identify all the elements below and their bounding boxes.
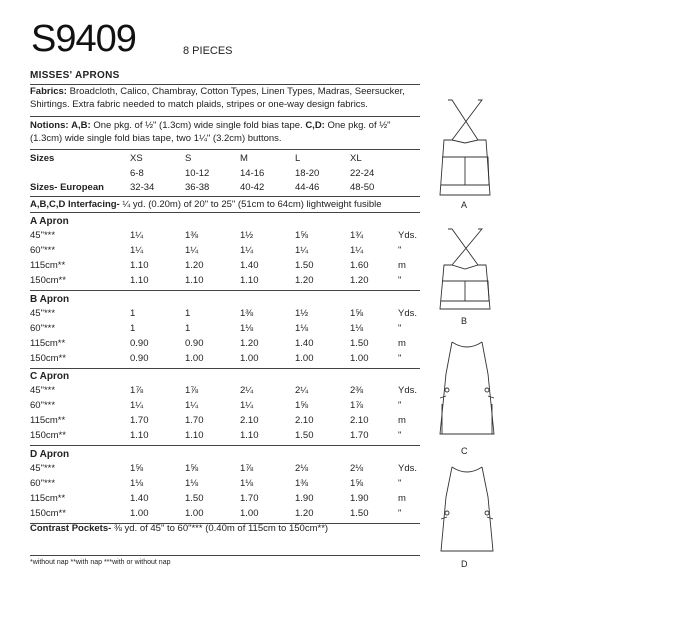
contrast-text: ⅜ yd. of 45" to 60"*** (0.40m of 115cm to 150cm**)	[113, 523, 329, 534]
yardage-value: 1⅝	[350, 308, 364, 319]
notions-label: Notions:	[30, 120, 69, 131]
yardage-value: 0.90	[130, 338, 149, 349]
fabric-width: 115cm**	[30, 338, 66, 349]
yardage-value: 1.10	[130, 430, 149, 441]
size-range: 14-16	[240, 168, 265, 179]
yardage-value: 1.20	[240, 338, 259, 349]
notions-ab-label: A,B:	[71, 120, 91, 131]
yardage-row	[30, 244, 420, 257]
fabric-width: 60"***	[30, 323, 56, 334]
yardage-value: 1¼	[350, 245, 364, 256]
section-title: A Apron	[30, 216, 69, 227]
yardage-value: 1⅝	[295, 400, 309, 411]
yardage-value: 1⅜	[295, 478, 309, 489]
size-code: XS	[130, 153, 143, 164]
yardage-value: 1⅛	[240, 323, 254, 334]
fabric-width: 115cm**	[30, 493, 66, 504]
unit-label: Yds.	[398, 308, 418, 319]
apron-a-illustration	[430, 95, 500, 200]
yardage-row	[30, 384, 420, 397]
yardage-value: 0.90	[130, 353, 149, 364]
size-code: L	[295, 153, 301, 164]
divider	[30, 116, 420, 117]
sizes-label: Sizes	[30, 153, 55, 164]
yardage-value: 1¾	[350, 230, 364, 241]
yardage-value: 1.20	[185, 260, 204, 271]
divider	[30, 84, 420, 85]
yardage-row	[30, 307, 420, 320]
unit-label: Yds.	[398, 463, 418, 474]
yardage-row	[30, 322, 420, 335]
yardage-row	[30, 429, 420, 442]
yardage-value: 1⅛	[295, 323, 309, 334]
size-euro: 36-38	[185, 182, 210, 193]
unit-label: m	[398, 338, 406, 349]
footnote: *without nap **with nap ***with or without nap	[30, 559, 171, 566]
yardage-value: 2¼	[240, 385, 254, 396]
yardage-value: 1.50	[350, 508, 369, 519]
yardage-value: 1.10	[240, 275, 259, 286]
divider	[30, 212, 420, 213]
divider	[30, 368, 420, 369]
yardage-value: 1⅞	[240, 463, 254, 474]
yardage-value: 1.90	[295, 493, 314, 504]
unit-label: Yds.	[398, 230, 418, 241]
yardage-value: 1.90	[350, 493, 369, 504]
unit-label: "	[398, 430, 402, 441]
unit-label: m	[398, 260, 406, 271]
yardage-value: 1.70	[240, 493, 259, 504]
yardage-value: 1⅝	[185, 463, 199, 474]
yardage-value: 2.10	[295, 415, 314, 426]
yardage-row	[30, 229, 420, 242]
yardage-row	[30, 274, 420, 287]
contrast-label: Contrast Pockets-	[30, 523, 112, 534]
fabric-width: 150cm**	[30, 430, 66, 441]
unit-label: "	[398, 275, 402, 286]
fabric-width: 150cm**	[30, 353, 66, 364]
fabric-width: 45"***	[30, 385, 56, 396]
yardage-value: 1.20	[295, 508, 314, 519]
yardage-value: 1	[185, 323, 191, 334]
contrast-pockets	[30, 523, 420, 536]
unit-label: "	[398, 478, 402, 489]
figure-label-a: A	[461, 200, 468, 210]
yardage-value: 2¼	[295, 385, 309, 396]
yardage-value: 1⅝	[295, 230, 309, 241]
yardage-value: 1	[130, 323, 136, 334]
yardage-value: 1⅜	[240, 308, 254, 319]
yardage-value: 1.00	[240, 508, 259, 519]
yardage-row	[30, 352, 420, 365]
yardage-value: 1.50	[185, 493, 204, 504]
size-code: S	[185, 153, 192, 164]
yardage-value: 1⅜	[185, 230, 199, 241]
sizes-european-label: Sizes- European	[30, 182, 104, 193]
size-range: 22-24	[350, 168, 375, 179]
notions-cd-label: C,D:	[305, 120, 325, 131]
fabric-width: 115cm**	[30, 415, 66, 426]
yardage-value: 1⅛	[130, 478, 144, 489]
size-code: XL	[350, 153, 362, 164]
size-range: 10-12	[185, 168, 210, 179]
yardage-value: 1⅛	[350, 323, 364, 334]
fabric-width: 150cm**	[30, 275, 66, 286]
unit-label: Yds.	[398, 385, 418, 396]
yardage-value: 2⅛	[350, 463, 364, 474]
notions-info	[30, 120, 420, 145]
yardage-value: 1.00	[295, 353, 314, 364]
yardage-value: 1.50	[350, 338, 369, 349]
yardage-row	[30, 507, 420, 520]
figure-label-b: B	[461, 316, 468, 326]
yardage-value: 1¼	[130, 245, 144, 256]
fabric-width: 45"***	[30, 230, 56, 241]
yardage-value: 1	[185, 308, 191, 319]
interfacing-label: A,B,C,D Interfacing-	[30, 199, 120, 210]
yardage-value: 1⅞	[350, 400, 364, 411]
divider	[30, 555, 420, 556]
unit-label: "	[398, 400, 402, 411]
pattern-subtitle: MISSES' APRONS	[30, 70, 120, 81]
yardage-value: 1¼	[185, 400, 199, 411]
yardage-row	[30, 414, 420, 427]
yardage-value: 2.10	[350, 415, 369, 426]
yardage-value: 1	[130, 308, 136, 319]
size-euro: 48-50	[350, 182, 375, 193]
yardage-value: 1¼	[130, 230, 144, 241]
pieces-count: 8 PIECES	[183, 45, 233, 57]
fabrics-text: Broadcloth, Calico, Chambray, Cotton Types, Linen Types, Madras, Seersucker,	[69, 86, 405, 97]
interfacing-text: ¼ yd. (0.20m) of 20" to 25" (51cm to 64cm) lightweight fusible	[122, 199, 382, 210]
yardage-value: 1¼	[240, 245, 254, 256]
yardage-value: 1.20	[295, 275, 314, 286]
yardage-value: 1⅛	[240, 478, 254, 489]
yardage-value: 1¼	[295, 245, 309, 256]
yardage-value: 1.10	[185, 275, 204, 286]
yardage-value: 1⅞	[130, 385, 144, 396]
yardage-value: 2⅛	[295, 463, 309, 474]
yardage-value: 1.10	[130, 260, 149, 271]
unit-label: m	[398, 415, 406, 426]
yardage-value: 1.10	[240, 430, 259, 441]
yardage-value: 1.40	[130, 493, 149, 504]
yardage-value: 1.40	[240, 260, 259, 271]
yardage-value: 2⅜	[350, 385, 364, 396]
yardage-value: 2.10	[240, 415, 259, 426]
yardage-value: 1.00	[130, 508, 149, 519]
yardage-value: 1¼	[130, 400, 144, 411]
yardage-value: 1¼	[240, 400, 254, 411]
fabric-width: 60"***	[30, 478, 56, 489]
fabrics-info	[30, 86, 420, 111]
fabrics-label: Fabrics:	[30, 86, 67, 97]
figure-label-c: C	[461, 446, 468, 456]
yardage-value: 0.90	[185, 338, 204, 349]
fabric-width: 115cm**	[30, 260, 66, 271]
yardage-value: 1.20	[350, 275, 369, 286]
size-euro: 40-42	[240, 182, 265, 193]
yardage-value: 1.10	[130, 275, 149, 286]
yardage-value: 1⅝	[130, 463, 144, 474]
yardage-value: 1½	[240, 230, 254, 241]
yardage-value: 1.60	[350, 260, 369, 271]
interfacing-info	[30, 199, 420, 212]
notions-text-2: (1.3cm) wide single fold bias tape, two 1¼" (3.2cm) buttons.	[30, 132, 282, 144]
size-range: 18-20	[295, 168, 320, 179]
fabric-width: 60"***	[30, 245, 56, 256]
sizes-row	[30, 152, 420, 165]
unit-label: "	[398, 323, 402, 334]
sizes-range-row	[30, 167, 420, 180]
apron-d-illustration	[432, 463, 502, 558]
yardage-value: 1.10	[185, 430, 204, 441]
fabric-width: 45"***	[30, 308, 56, 319]
yardage-row	[30, 492, 420, 505]
divider	[30, 290, 420, 291]
sizes-european-row	[30, 181, 420, 194]
yardage-row	[30, 477, 420, 490]
yardage-value: 1.00	[240, 353, 259, 364]
fabrics-text-2: Shirtings. Extra fabric needed to match plaids, stripes or one-way design fabrics.	[30, 98, 368, 110]
unit-label: m	[398, 493, 406, 504]
size-euro: 32-34	[130, 182, 155, 193]
yardage-value: 1.50	[295, 430, 314, 441]
section-title: C Apron	[30, 371, 70, 382]
yardage-value: 1⅞	[185, 385, 199, 396]
yardage-row	[30, 259, 420, 272]
yardage-value: 1¼	[185, 245, 199, 256]
size-range: 6-8	[130, 168, 144, 179]
yardage-row	[30, 337, 420, 350]
notions-cd-text: One pkg. of ½"	[327, 120, 391, 131]
figure-label-d: D	[461, 559, 468, 569]
divider	[30, 445, 420, 446]
fabric-width: 45"***	[30, 463, 56, 474]
yardage-value: 1.70	[185, 415, 204, 426]
section-title: B Apron	[30, 294, 70, 305]
yardage-value: 1.70	[130, 415, 149, 426]
unit-label: "	[398, 245, 402, 256]
yardage-value: 1⅝	[350, 478, 364, 489]
yardage-value: 1.50	[295, 260, 314, 271]
divider	[30, 196, 420, 197]
fabric-width: 150cm**	[30, 508, 66, 519]
pattern-number: S9409	[31, 18, 136, 60]
fabric-width: 60"***	[30, 400, 56, 411]
divider	[30, 149, 420, 150]
yardage-row	[30, 462, 420, 475]
size-euro: 44-46	[295, 182, 320, 193]
yardage-value: 1.70	[350, 430, 369, 441]
apron-b-illustration	[430, 225, 500, 315]
yardage-value: 1⅛	[185, 478, 199, 489]
yardage-value: 1.00	[185, 353, 204, 364]
section-title: D Apron	[30, 449, 70, 460]
yardage-value: 1.00	[185, 508, 204, 519]
yardage-row	[30, 399, 420, 412]
apron-c-illustration	[432, 338, 502, 443]
unit-label: "	[398, 353, 402, 364]
yardage-value: 1½	[295, 308, 309, 319]
yardage-value: 1.40	[295, 338, 314, 349]
yardage-value: 1.00	[350, 353, 369, 364]
notions-ab-text: One pkg. of ½" (1.3cm) wide single fold bias tape.	[93, 120, 303, 131]
unit-label: "	[398, 508, 402, 519]
size-code: M	[240, 153, 248, 164]
